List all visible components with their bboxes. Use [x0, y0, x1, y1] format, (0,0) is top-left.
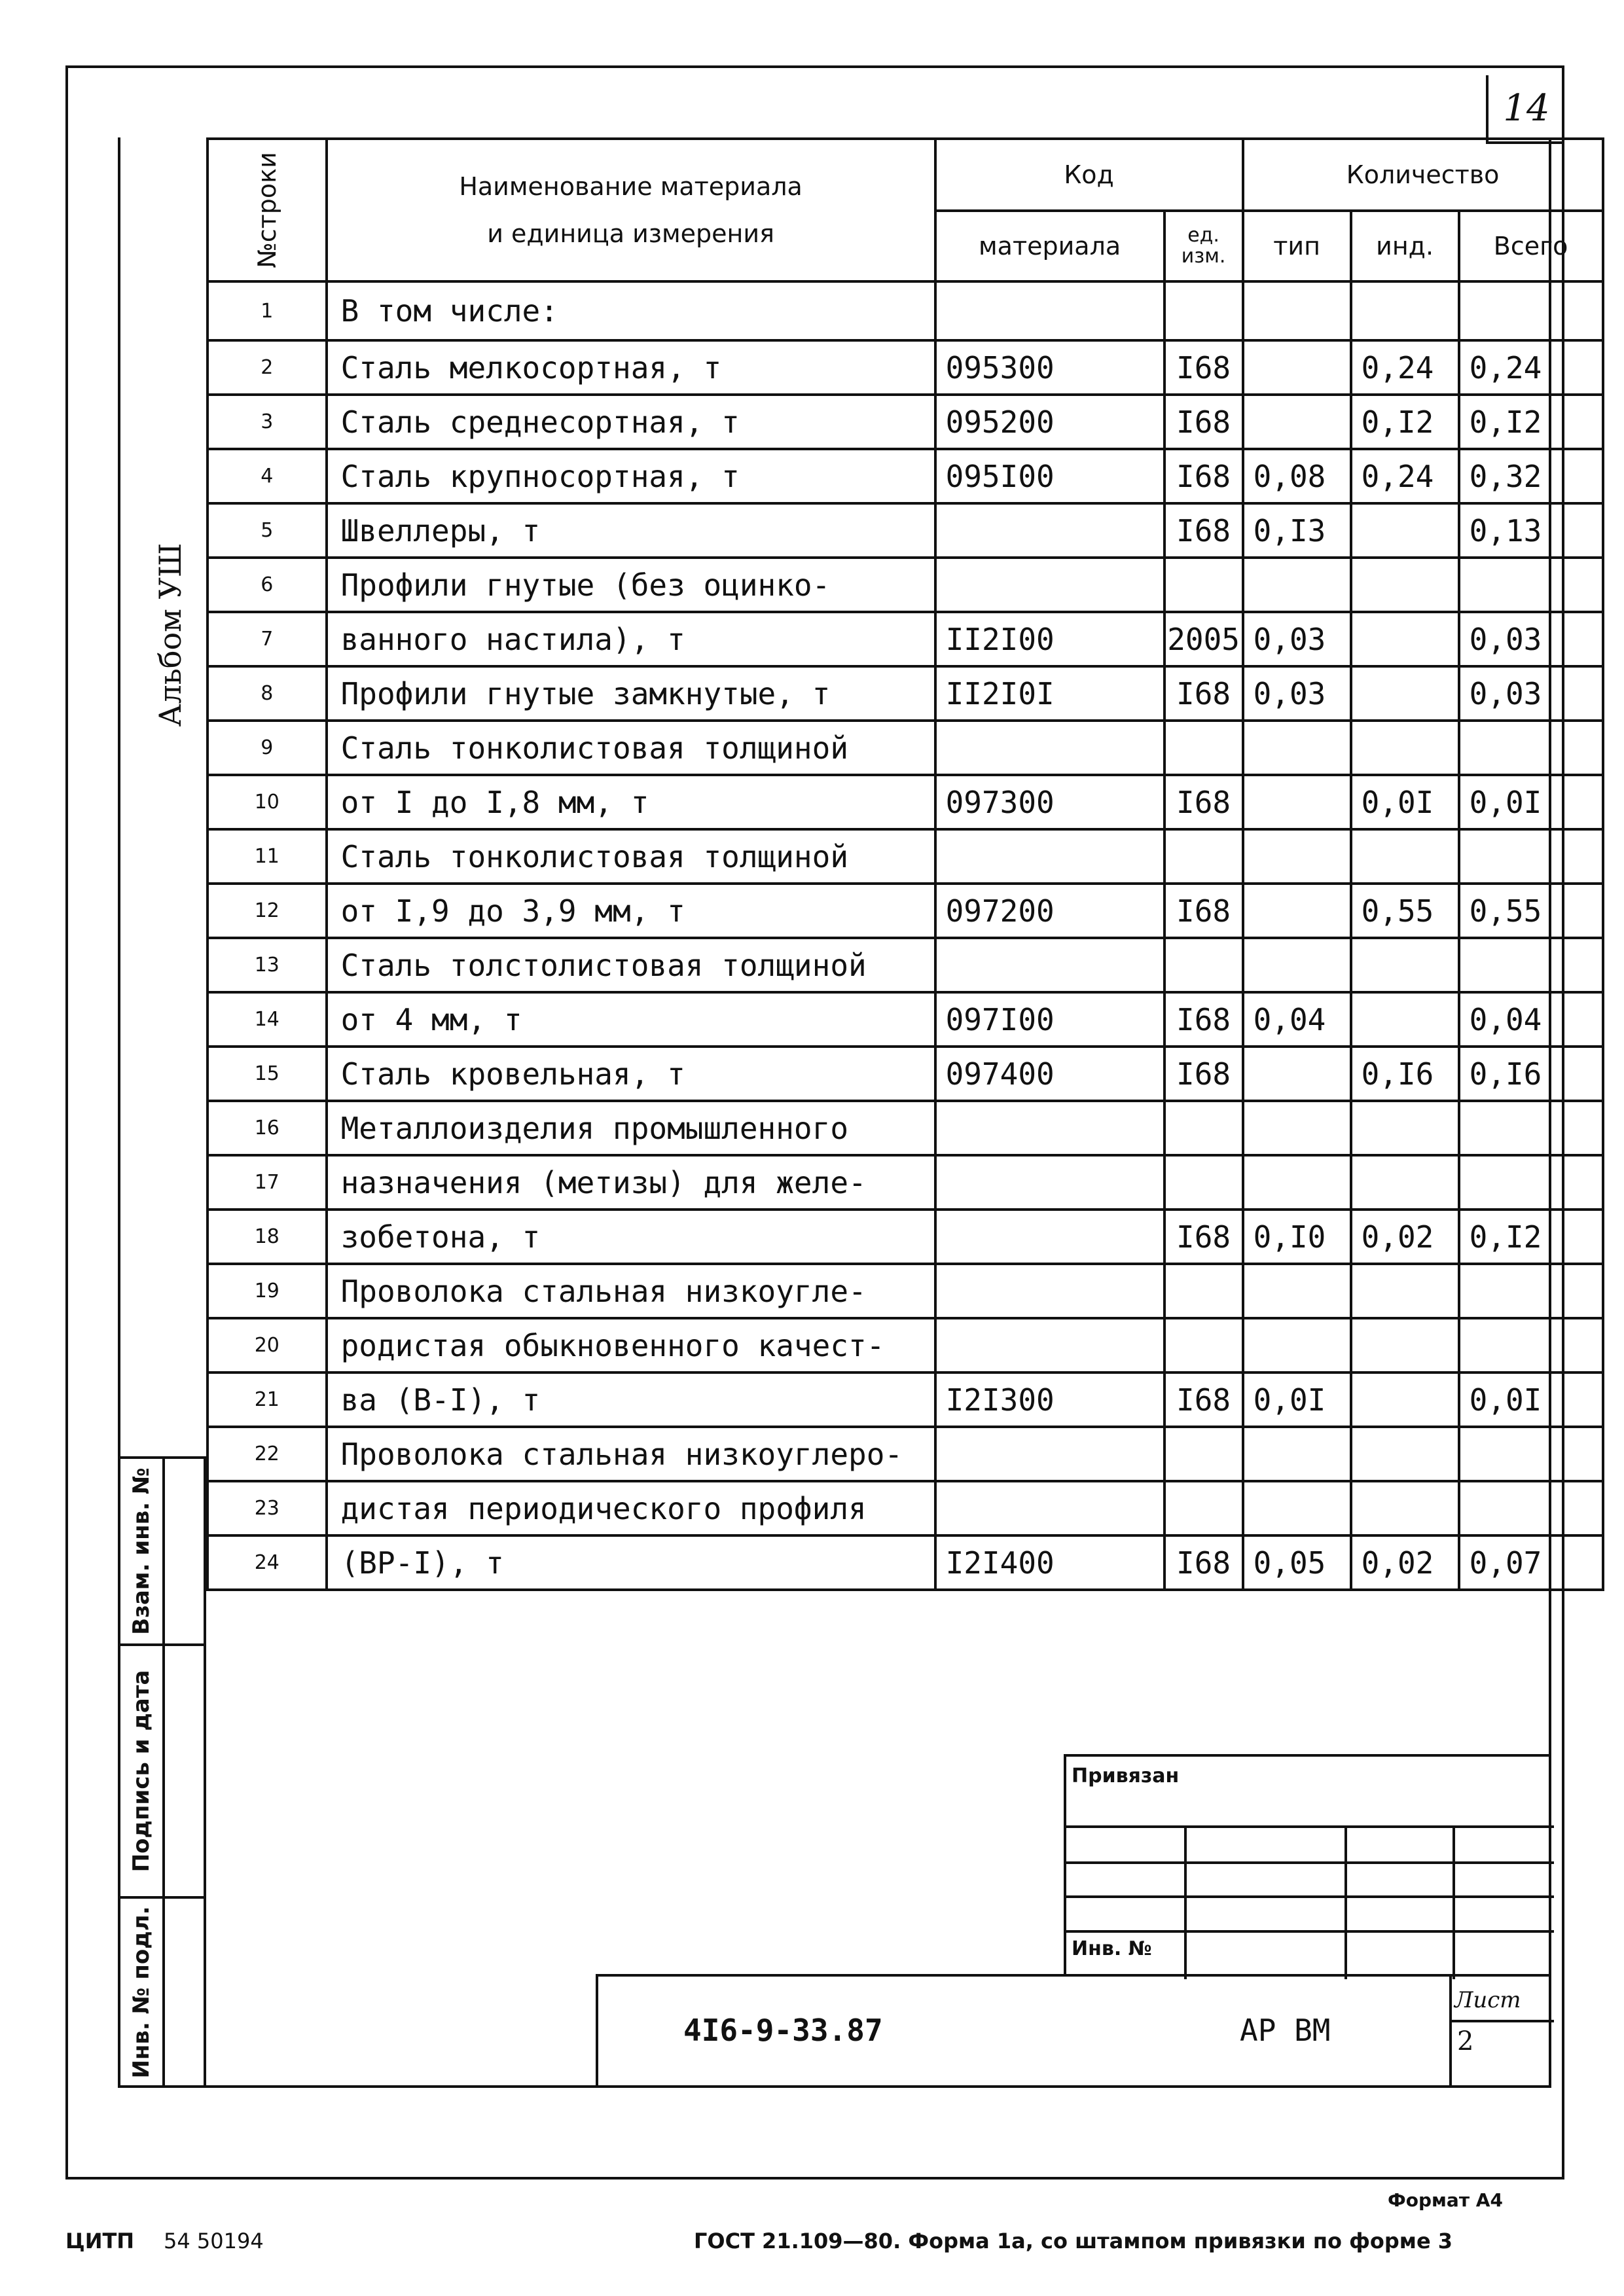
- doc-mark: АР ВМ: [1240, 2013, 1331, 2048]
- unit-code-cell: I68: [1164, 666, 1243, 721]
- row-number-cell: 13: [208, 938, 327, 992]
- binding-stamp: [1064, 1754, 1551, 1977]
- material-code-cell: 095I00: [935, 449, 1164, 503]
- qty-total-cell: 0,03: [1459, 666, 1603, 721]
- table-row: [208, 775, 1603, 829]
- row-number-cell: 16: [208, 1101, 327, 1155]
- table-row: [208, 938, 1603, 992]
- material-code-cell: [935, 1101, 1164, 1155]
- material-code-header: материала: [935, 211, 1164, 281]
- qty-typ-cell: [1243, 340, 1351, 395]
- qty-ind-cell: [1351, 281, 1459, 340]
- qty-ind-cell: [1351, 1264, 1459, 1318]
- qty-ind-cell: [1351, 829, 1459, 884]
- material-name-cell: Сталь тонколистовая толщиной: [327, 721, 935, 775]
- material-code-cell: [935, 503, 1164, 558]
- unit-code-cell: I68: [1164, 449, 1243, 503]
- table-row: [208, 449, 1603, 503]
- table-row: [208, 1535, 1603, 1590]
- unit-code-cell: [1164, 1155, 1243, 1210]
- row-number-cell: 24: [208, 1535, 327, 1590]
- qty-ind-cell: [1351, 938, 1459, 992]
- material-name-cell: Швеллеры, т: [327, 503, 935, 558]
- spec-rows: [208, 281, 1603, 1590]
- material-code-cell: [935, 1427, 1164, 1481]
- table-row: [208, 884, 1603, 938]
- qty-total-cell: 0,55: [1459, 884, 1603, 938]
- qty-ind-cell: [1351, 1427, 1459, 1481]
- qty-total-cell: 0,0I: [1459, 775, 1603, 829]
- qty-total-cell: 0,I2: [1459, 1210, 1603, 1264]
- table-row: [208, 1372, 1603, 1427]
- material-code-cell: [935, 1481, 1164, 1535]
- qty-ind-cell: 0,I2: [1351, 395, 1459, 449]
- material-name-cell: Проволока стальная низкоугле-: [327, 1264, 935, 1318]
- unit-code-cell: [1164, 829, 1243, 884]
- qty-ind-cell: [1351, 1372, 1459, 1427]
- material-code-cell: 097300: [935, 775, 1164, 829]
- material-name-cell: ва (В-I), т: [327, 1372, 935, 1427]
- qty-typ-cell: [1243, 884, 1351, 938]
- qty-ind-cell: 0,24: [1351, 449, 1459, 503]
- qty-typ-cell: [1243, 1047, 1351, 1101]
- material-name-cell: от 4 мм, т: [327, 992, 935, 1047]
- qty-total-cell: 0,13: [1459, 503, 1603, 558]
- sheet-corner-number: 14: [1486, 75, 1564, 144]
- material-name-cell: ванного настила), т: [327, 612, 935, 666]
- qty-total-cell: [1459, 1481, 1603, 1535]
- material-name-cell: от I,9 до 3,9 мм, т: [327, 884, 935, 938]
- doc-code: 4I6-9-33.87: [683, 2013, 883, 2048]
- material-code-cell: 097I00: [935, 992, 1164, 1047]
- qty-typ-cell: 0,I0: [1243, 1210, 1351, 1264]
- qty-ind-cell: [1351, 1101, 1459, 1155]
- qty-typ-cell: [1243, 721, 1351, 775]
- footer-number: 54 50194: [164, 2229, 264, 2253]
- qty-typ-cell: 0,08: [1243, 449, 1351, 503]
- qty-ind-cell: 0,I6: [1351, 1047, 1459, 1101]
- qty-typ-cell: 0,03: [1243, 666, 1351, 721]
- table-row: [208, 1264, 1603, 1318]
- qty-typ-cell: [1243, 775, 1351, 829]
- unit-code-cell: [1164, 1264, 1243, 1318]
- material-code-cell: II2I00: [935, 612, 1164, 666]
- qty-total-cell: 0,I2: [1459, 395, 1603, 449]
- material-code-cell: II2I0I: [935, 666, 1164, 721]
- qty-total-cell: [1459, 1264, 1603, 1318]
- material-code-cell: 095200: [935, 395, 1164, 449]
- row-number-cell: 19: [208, 1264, 327, 1318]
- table-row: [208, 1481, 1603, 1535]
- row-number-cell: 18: [208, 1210, 327, 1264]
- qty-total-cell: 0,0I: [1459, 1372, 1603, 1427]
- unit-code-cell: I68: [1164, 884, 1243, 938]
- unit-code-cell: [1164, 1481, 1243, 1535]
- qty-ind-cell: [1351, 612, 1459, 666]
- qty-ind-cell: [1351, 1318, 1459, 1372]
- table-row: [208, 558, 1603, 612]
- unit-code-cell: I68: [1164, 775, 1243, 829]
- qty-ind-cell: [1351, 503, 1459, 558]
- material-code-cell: 097400: [935, 1047, 1164, 1101]
- unit-code-cell: [1164, 721, 1243, 775]
- material-name-cell: Сталь кровельная, т: [327, 1047, 935, 1101]
- qty-total-cell: [1459, 829, 1603, 884]
- ind-header: инд.: [1351, 211, 1459, 281]
- table-row: [208, 1210, 1603, 1264]
- qty-typ-cell: 0,I3: [1243, 503, 1351, 558]
- qty-typ-cell: [1243, 558, 1351, 612]
- table-row: [208, 992, 1603, 1047]
- unit-code-cell: 2005: [1164, 612, 1243, 666]
- qty-typ-cell: [1243, 938, 1351, 992]
- qty-typ-cell: 0,05: [1243, 1535, 1351, 1590]
- unit-code-cell: I68: [1164, 1210, 1243, 1264]
- material-name-cell: от I до I,8 мм, т: [327, 775, 935, 829]
- qty-typ-cell: [1243, 1155, 1351, 1210]
- qty-total-cell: [1459, 938, 1603, 992]
- qty-ind-cell: 0,02: [1351, 1535, 1459, 1590]
- qty-typ-cell: [1243, 1427, 1351, 1481]
- unit-code-cell: [1164, 281, 1243, 340]
- qty-ind-cell: [1351, 558, 1459, 612]
- total-header: Всего: [1459, 211, 1603, 281]
- qty-ind-cell: [1351, 992, 1459, 1047]
- unit-code-cell: I68: [1164, 1535, 1243, 1590]
- row-number-cell: 14: [208, 992, 327, 1047]
- qty-total-cell: 0,I6: [1459, 1047, 1603, 1101]
- qty-ind-cell: [1351, 666, 1459, 721]
- row-number-cell: 10: [208, 775, 327, 829]
- material-code-cell: [935, 829, 1164, 884]
- row-number-cell: 8: [208, 666, 327, 721]
- material-name-cell: назначения (метизы) для желе-: [327, 1155, 935, 1210]
- material-name-cell: В том числе:: [327, 281, 935, 340]
- material-name-cell: родистая обыкновенного качест-: [327, 1318, 935, 1372]
- qty-typ-cell: [1243, 1481, 1351, 1535]
- qty-typ-cell: 0,03: [1243, 612, 1351, 666]
- table-row: [208, 340, 1603, 395]
- row-number-cell: 12: [208, 884, 327, 938]
- qty-ind-cell: 0,0I: [1351, 775, 1459, 829]
- unit-code-cell: [1164, 1318, 1243, 1372]
- material-code-cell: [935, 1210, 1164, 1264]
- inv-no-label: Инв. №: [1072, 1937, 1152, 1960]
- qty-total-cell: 0,32: [1459, 449, 1603, 503]
- material-name-cell: Проволока стальная низкоуглеро-: [327, 1427, 935, 1481]
- material-name-cell: зобетона, т: [327, 1210, 935, 1264]
- row-number-cell: 22: [208, 1427, 327, 1481]
- row-number-cell: 2: [208, 340, 327, 395]
- row-number-cell: 1: [208, 281, 327, 340]
- qty-typ-cell: [1243, 395, 1351, 449]
- qty-total-cell: [1459, 1101, 1603, 1155]
- qty-ind-cell: [1351, 721, 1459, 775]
- unit-code-cell: I68: [1164, 992, 1243, 1047]
- material-name-cell: Профили гнутые замкнутые, т: [327, 666, 935, 721]
- qty-typ-cell: 0,0I: [1243, 1372, 1351, 1427]
- qty-total-cell: [1459, 1318, 1603, 1372]
- row-number-cell: 20: [208, 1318, 327, 1372]
- row-number-cell: 21: [208, 1372, 327, 1427]
- material-code-cell: 097200: [935, 884, 1164, 938]
- unit-code-cell: I68: [1164, 1372, 1243, 1427]
- list-number: 2: [1457, 2026, 1474, 2056]
- album-label: Альбом УШ: [153, 543, 188, 727]
- row-number-cell: 23: [208, 1481, 327, 1535]
- material-name-cell: Сталь мелкосортная, т: [327, 340, 935, 395]
- row-number-cell: 5: [208, 503, 327, 558]
- material-name-cell: Профили гнутые (без оцинко-: [327, 558, 935, 612]
- material-code-cell: [935, 558, 1164, 612]
- material-code-cell: I2I400: [935, 1535, 1164, 1590]
- footer-org: ЦИТП: [65, 2229, 135, 2253]
- row-number-cell: 11: [208, 829, 327, 884]
- row-number-cell: 4: [208, 449, 327, 503]
- table-row: [208, 829, 1603, 884]
- table-row: [208, 721, 1603, 775]
- table-row: [208, 281, 1603, 340]
- material-code-cell: [935, 938, 1164, 992]
- title-block: [596, 1974, 1551, 2088]
- material-name-cell: Сталь толстолистовая толщиной: [327, 938, 935, 992]
- row-number-cell: 9: [208, 721, 327, 775]
- material-name-cell: Сталь тонколистовая толщиной: [327, 829, 935, 884]
- material-name-cell: Сталь крупносортная, т: [327, 449, 935, 503]
- side-block-vzam: Взам. инв. №: [118, 1456, 206, 1646]
- row-number-cell: 3: [208, 395, 327, 449]
- table-row: [208, 395, 1603, 449]
- spec-table: [206, 137, 1604, 1591]
- table-row: [208, 1101, 1603, 1155]
- qty-typ-cell: [1243, 281, 1351, 340]
- row-number-cell: 15: [208, 1047, 327, 1101]
- code-header: Код: [935, 139, 1243, 211]
- material-code-cell: 095300: [935, 340, 1164, 395]
- qty-ind-cell: [1351, 1481, 1459, 1535]
- row-number-cell: 7: [208, 612, 327, 666]
- material-code-cell: [935, 1155, 1164, 1210]
- unit-code-cell: I68: [1164, 1047, 1243, 1101]
- qty-total-cell: [1459, 558, 1603, 612]
- footer-standard: ГОСТ 21.109—80. Форма 1а, со штампом привязки по форме 3: [694, 2229, 1453, 2253]
- material-code-cell: I2I300: [935, 1372, 1164, 1427]
- qty-total-cell: [1459, 1155, 1603, 1210]
- qty-ind-cell: [1351, 1155, 1459, 1210]
- material-code-cell: [935, 1264, 1164, 1318]
- qty-typ-cell: 0,04: [1243, 992, 1351, 1047]
- unit-code-cell: [1164, 1427, 1243, 1481]
- qty-total-cell: [1459, 721, 1603, 775]
- unit-code-cell: I68: [1164, 503, 1243, 558]
- table-row: [208, 1155, 1603, 1210]
- qty-typ-cell: [1243, 1318, 1351, 1372]
- qty-typ-cell: [1243, 829, 1351, 884]
- privyazan-label: Привязан: [1072, 1765, 1180, 1787]
- material-code-cell: [935, 1318, 1164, 1372]
- qty-total-cell: [1459, 281, 1603, 340]
- qty-ind-cell: 0,24: [1351, 340, 1459, 395]
- qty-typ-cell: [1243, 1101, 1351, 1155]
- typ-header: тип: [1243, 211, 1351, 281]
- unit-code-cell: I68: [1164, 395, 1243, 449]
- side-block-inv-podl: Инв. № подл.: [118, 1896, 206, 2088]
- table-row: [208, 666, 1603, 721]
- unit-header: ед. изм.: [1164, 211, 1243, 281]
- unit-code-cell: [1164, 938, 1243, 992]
- material-code-cell: [935, 721, 1164, 775]
- table-row: [208, 503, 1603, 558]
- row-number-header: №строки: [208, 139, 327, 281]
- unit-code-cell: [1164, 1101, 1243, 1155]
- qty-total-cell: 0,07: [1459, 1535, 1603, 1590]
- qty-ind-cell: 0,02: [1351, 1210, 1459, 1264]
- side-block-signature: Подпись и дата: [118, 1643, 206, 1899]
- row-number-cell: 17: [208, 1155, 327, 1210]
- qty-total-cell: [1459, 1427, 1603, 1481]
- table-row: [208, 1427, 1603, 1481]
- unit-code-cell: I68: [1164, 340, 1243, 395]
- material-name-cell: Сталь среднесортная, т: [327, 395, 935, 449]
- format-label: Формат А4: [1388, 2189, 1503, 2211]
- material-name-cell: (ВР-I), т: [327, 1535, 935, 1590]
- material-code-cell: [935, 281, 1164, 340]
- material-name-cell: дистая периодического профиля: [327, 1481, 935, 1535]
- list-label: Лист: [1454, 1987, 1521, 2013]
- quantity-header: Количество: [1243, 139, 1603, 211]
- qty-total-cell: 0,24: [1459, 340, 1603, 395]
- table-row: [208, 1318, 1603, 1372]
- qty-typ-cell: [1243, 1264, 1351, 1318]
- unit-code-cell: [1164, 558, 1243, 612]
- material-name-cell: Металлоизделия промышленного: [327, 1101, 935, 1155]
- table-row: [208, 1047, 1603, 1101]
- row-number-cell: 6: [208, 558, 327, 612]
- qty-total-cell: 0,03: [1459, 612, 1603, 666]
- qty-total-cell: 0,04: [1459, 992, 1603, 1047]
- table-row: [208, 612, 1603, 666]
- material-name-header: Наименование материала и единица измерения: [327, 139, 935, 281]
- qty-ind-cell: 0,55: [1351, 884, 1459, 938]
